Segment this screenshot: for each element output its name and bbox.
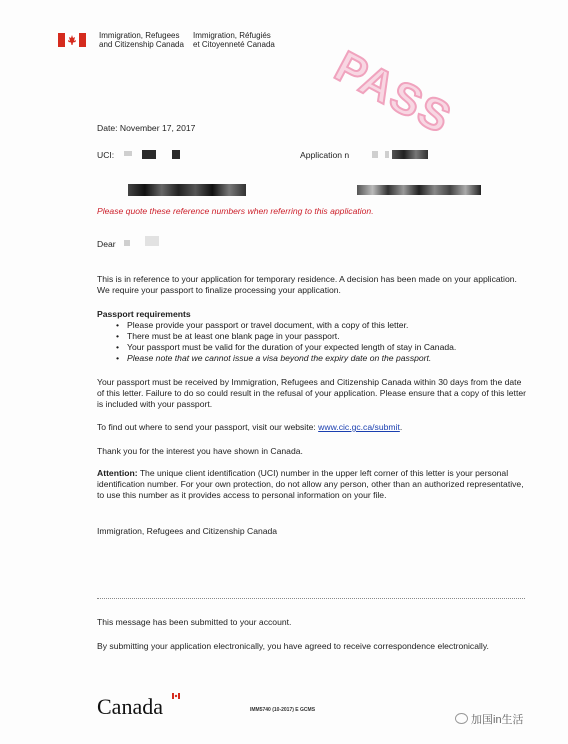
redacted-uci-3 <box>172 150 180 159</box>
redacted-name-1 <box>124 240 130 246</box>
paragraph-thanks: Thank you for the interest you have shown in Canada. <box>97 446 303 456</box>
requirement-item: • Please provide your passport or travel document, with a copy of this letter. <box>127 320 527 331</box>
redacted-name-2 <box>145 236 159 246</box>
attention-text: The unique client identification (UCI) number in the upper left corner of this letter is your personal identification number. For your own protection, do not allow any person, other than an authorized representative, to use this number as it provides access to personal information on your file. <box>97 468 524 500</box>
application-label: Application n <box>300 150 350 160</box>
paragraph-deadline: Your passport must be received by Immigration, Refugees and Citizenship Canada within 30 days from the date of this letter. Failure to do so could result in the refusal of your application. Please ensure that a copy of this letter is included with your passport. <box>97 377 526 409</box>
submitted-notice: This message has been submitted to your account. <box>97 617 292 627</box>
redacted-uci-2 <box>142 150 156 159</box>
letter-date: Date: November 17, 2017 <box>97 123 196 133</box>
website-link[interactable]: www.cic.gc.ca/submit <box>318 422 400 432</box>
pass-stamp: PASS <box>326 42 460 144</box>
application-row <box>300 150 349 161</box>
uci-row <box>97 150 114 161</box>
divider <box>97 598 525 599</box>
electronic-notice: By submitting your application electronically, you have agreed to receive correspondence electronically. <box>97 641 489 651</box>
department-name-fr <box>193 31 275 49</box>
passport-requirements <box>97 309 527 364</box>
form-code: IMM5740 (10-2017) E GCMS <box>250 707 316 713</box>
redacted-uci-1 <box>124 151 132 156</box>
wechat-watermark <box>455 711 524 727</box>
canada-wordmark: Canada <box>97 694 163 719</box>
requirement-item: • There must be at least one blank page in your passport. <box>127 331 527 342</box>
dept-fr-line2: et Citoyenneté Canada <box>193 40 275 49</box>
wordmark-flag-icon <box>172 693 180 699</box>
signature: Immigration, Refugees and Citizenship Canada <box>97 526 278 536</box>
attention-label: Attention: <box>97 468 138 478</box>
salutation: Dear <box>97 239 116 249</box>
website-suffix: . <box>399 422 403 432</box>
uci-label: UCI: <box>97 150 115 160</box>
requirements-list <box>97 320 527 364</box>
requirement-item: • Please note that we cannot issue a visa beyond the expiry date on the passport. <box>127 353 527 364</box>
redacted-app-1 <box>372 151 378 158</box>
redacted-app-3 <box>392 150 428 159</box>
dept-en-line2: and Citizenship Canada <box>99 40 184 49</box>
redacted-app-2 <box>385 151 389 158</box>
redacted-address-right <box>357 185 481 195</box>
website-prefix: To find out where to send your passport, visit our website: <box>97 422 316 432</box>
redacted-address-left <box>128 184 246 196</box>
reference-note: Please quote these reference numbers when referring to this application. <box>97 206 374 216</box>
requirement-item: • Your passport must be valid for the duration of your expected length of stay in Canada. <box>127 342 527 353</box>
dept-fr-line1: Immigration, Réfugiés <box>193 31 271 40</box>
requirements-heading: Passport requirements <box>97 309 191 319</box>
paragraph-intro: This is in reference to your application for temporary residence. A decision has been made on your application. We require your passport to finalize processing your application. <box>97 274 517 295</box>
wechat-label: 加国in生活 <box>471 714 524 726</box>
dept-en-line1: Immigration, Refugees <box>99 31 180 40</box>
department-name-en <box>99 31 184 49</box>
paragraph-website <box>97 422 527 433</box>
canada-flag-icon <box>58 33 86 47</box>
paragraph-attention <box>97 468 527 501</box>
wechat-icon <box>455 713 468 724</box>
